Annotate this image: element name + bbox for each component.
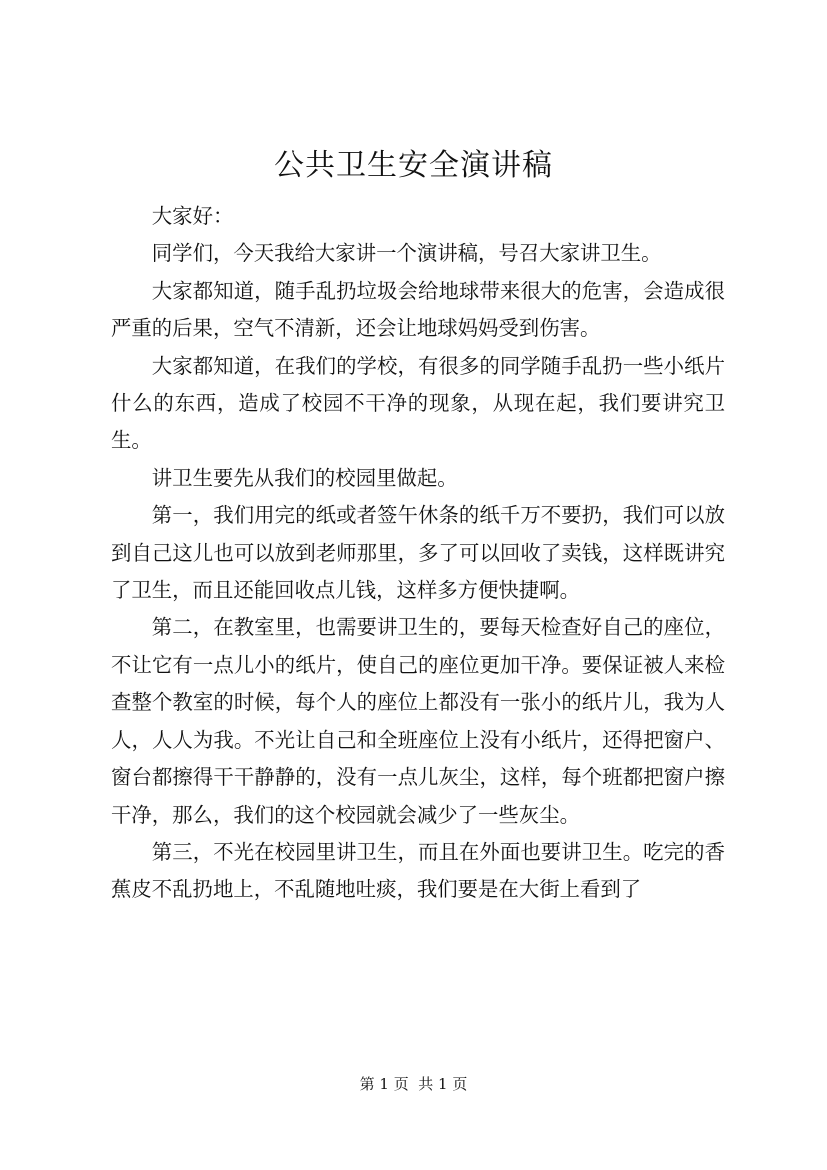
paragraph-point-two: 第二，在教室里，也需要讲卫生的，要每天检查好自己的座位，不让它有一点儿小的纸片，使自己的座位更加干净。要保证被人来检查整个教室的时候，每个人的座位上都没有一张小的纸片儿，我为人人，人人为我。不光让自己和全班座位上没有小纸片，还得把窗户、窗台都擦得干干静静的，没有一点儿灰尘，这样，每个班都把窗户擦干净，那么，我们的这个校园就会减少了一些灰尘。 [111,615,725,827]
paragraph-point-one: 第一，我们用完的纸或者签午休条的纸千万不要扔，我们可以放到自己这儿也可以放到老师那里，多了可以回收了卖钱，这样既讲究了卫生，而且还能回收点儿钱，这样多方便快捷啊。 [111,503,725,603]
paragraph-greeting: 大家好： [151,204,234,228]
document-title: 公共卫生安全演讲稿 [274,148,553,183]
paragraph-litter-harm: 大家都知道，随手乱扔垃圾会给地球带来很大的危害，会造成很严重的后果，空气不清新，还会让地球妈妈受到伤害。 [111,278,725,341]
page-number-label: 第 1 页 共 1 页 [359,1075,468,1093]
document-body [111,198,725,909]
paragraph-start-at-school: 讲卫生要先从我们的校园里做起。 [151,465,458,490]
paragraph-point-three: 第三，不光在校园里讲卫生，而且在外面也要讲卫生。吃完的香蕉皮不乱扔地上，不乱随地吐痰，我们要是在大街上看到了 [111,839,725,902]
paragraph-school-litter: 大家都知道，在我们的学校，有很多的同学随手乱扔一些小纸片什么的东西，造成了校园不干净的现象，从现在起，我们要讲究卫生。 [111,353,725,453]
page-footer [0,1074,827,1094]
paragraph-intro: 同学们，今天我给大家讲一个演讲稿，号召大家讲卫生。 [151,241,662,266]
